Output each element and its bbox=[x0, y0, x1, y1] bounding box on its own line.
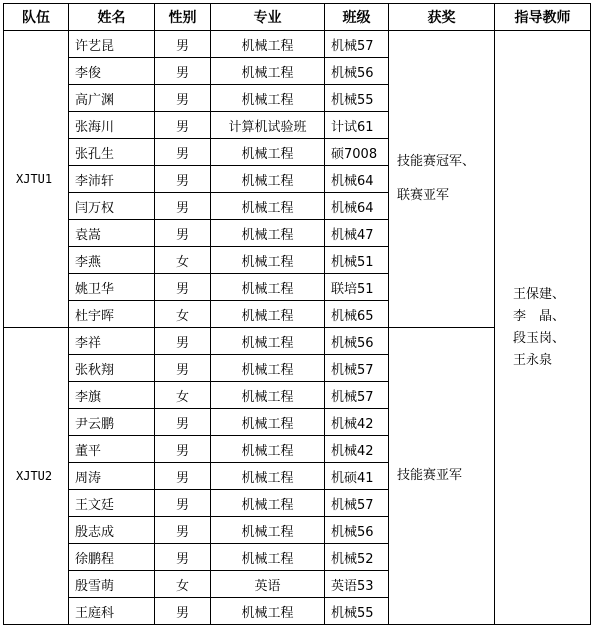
major-cell: 机械工程 bbox=[211, 58, 325, 85]
award-line: 联赛亚军 bbox=[397, 188, 450, 203]
gender-cell: 男 bbox=[155, 544, 211, 571]
header-team: 队伍 bbox=[4, 4, 69, 31]
team-name-cell: XJTU2 bbox=[4, 328, 69, 625]
member-name-cell: 尹云鹏 bbox=[69, 409, 155, 436]
gender-cell: 男 bbox=[155, 517, 211, 544]
major-cell: 机械工程 bbox=[211, 166, 325, 193]
gender-cell: 男 bbox=[155, 31, 211, 58]
class-cell: 机械64 bbox=[325, 166, 389, 193]
gender-cell: 男 bbox=[155, 274, 211, 301]
gender-cell: 女 bbox=[155, 571, 211, 598]
gender-cell: 男 bbox=[155, 409, 211, 436]
member-name-cell: 殷雪萌 bbox=[69, 571, 155, 598]
class-cell: 机械55 bbox=[325, 85, 389, 112]
member-name-cell: 姚卫华 bbox=[69, 274, 155, 301]
major-cell: 机械工程 bbox=[211, 220, 325, 247]
major-cell: 英语 bbox=[211, 571, 325, 598]
major-cell: 机械工程 bbox=[211, 139, 325, 166]
award-cell bbox=[389, 328, 495, 625]
team-roster-table bbox=[3, 3, 591, 625]
member-name-cell: 周涛 bbox=[69, 463, 155, 490]
class-cell: 英语53 bbox=[325, 571, 389, 598]
class-cell: 机械57 bbox=[325, 31, 389, 58]
member-name-cell: 殷志成 bbox=[69, 517, 155, 544]
header-major: 专业 bbox=[211, 4, 325, 31]
major-cell: 机械工程 bbox=[211, 274, 325, 301]
member-name-cell: 李沛轩 bbox=[69, 166, 155, 193]
class-cell: 机械57 bbox=[325, 490, 389, 517]
class-cell: 机械57 bbox=[325, 355, 389, 382]
major-cell: 计算机试验班 bbox=[211, 112, 325, 139]
gender-cell: 男 bbox=[155, 436, 211, 463]
team-name-cell: XJTU1 bbox=[4, 31, 69, 328]
major-cell: 机械工程 bbox=[211, 463, 325, 490]
header-class: 班级 bbox=[325, 4, 389, 31]
header-name: 姓名 bbox=[69, 4, 155, 31]
class-cell: 机械56 bbox=[325, 517, 389, 544]
member-name-cell: 李旗 bbox=[69, 382, 155, 409]
major-cell: 机械工程 bbox=[211, 409, 325, 436]
member-name-cell: 张孔生 bbox=[69, 139, 155, 166]
member-name-cell: 董平 bbox=[69, 436, 155, 463]
gender-cell: 女 bbox=[155, 247, 211, 274]
member-name-cell: 李俊 bbox=[69, 58, 155, 85]
gender-cell: 男 bbox=[155, 112, 211, 139]
class-cell: 联培51 bbox=[325, 274, 389, 301]
gender-cell: 男 bbox=[155, 490, 211, 517]
gender-cell: 男 bbox=[155, 166, 211, 193]
member-name-cell: 李祥 bbox=[69, 328, 155, 355]
member-name-cell: 闫万权 bbox=[69, 193, 155, 220]
class-cell: 机械42 bbox=[325, 409, 389, 436]
major-cell: 机械工程 bbox=[211, 328, 325, 355]
advisor-name: 段玉岗、 bbox=[513, 330, 566, 346]
major-cell: 机械工程 bbox=[211, 247, 325, 274]
gender-cell: 男 bbox=[155, 139, 211, 166]
advisor-name: 王保建、 bbox=[513, 286, 566, 302]
gender-cell: 男 bbox=[155, 355, 211, 382]
gender-cell: 男 bbox=[155, 58, 211, 85]
major-cell: 机械工程 bbox=[211, 436, 325, 463]
member-name-cell: 王文廷 bbox=[69, 490, 155, 517]
member-name-cell: 张海川 bbox=[69, 112, 155, 139]
class-cell: 机械56 bbox=[325, 328, 389, 355]
table-row bbox=[4, 31, 591, 58]
award-line: 技能赛亚军 bbox=[397, 468, 463, 483]
class-cell: 机械65 bbox=[325, 301, 389, 328]
advisor-cell bbox=[495, 31, 591, 625]
header-gender: 性别 bbox=[155, 4, 211, 31]
header-row bbox=[4, 4, 591, 31]
class-cell: 机械42 bbox=[325, 436, 389, 463]
header-award: 获奖 bbox=[389, 4, 495, 31]
member-name-cell: 徐鹏程 bbox=[69, 544, 155, 571]
gender-cell: 男 bbox=[155, 463, 211, 490]
award-cell bbox=[389, 31, 495, 328]
member-name-cell: 张秋翔 bbox=[69, 355, 155, 382]
class-cell: 机械56 bbox=[325, 58, 389, 85]
member-name-cell: 袁嵩 bbox=[69, 220, 155, 247]
member-name-cell: 许艺昆 bbox=[69, 31, 155, 58]
major-cell: 机械工程 bbox=[211, 490, 325, 517]
gender-cell: 女 bbox=[155, 301, 211, 328]
class-cell: 机械57 bbox=[325, 382, 389, 409]
class-cell: 机械47 bbox=[325, 220, 389, 247]
gender-cell: 男 bbox=[155, 220, 211, 247]
advisor-name: 李 晶、 bbox=[513, 308, 566, 324]
gender-cell: 男 bbox=[155, 328, 211, 355]
class-cell: 计试61 bbox=[325, 112, 389, 139]
major-cell: 机械工程 bbox=[211, 355, 325, 382]
gender-cell: 男 bbox=[155, 193, 211, 220]
major-cell: 机械工程 bbox=[211, 544, 325, 571]
advisor-name: 王永泉 bbox=[513, 352, 553, 368]
major-cell: 机械工程 bbox=[211, 85, 325, 112]
award-line: 技能赛冠军、 bbox=[397, 154, 476, 169]
major-cell: 机械工程 bbox=[211, 382, 325, 409]
class-cell: 机械51 bbox=[325, 247, 389, 274]
member-name-cell: 李燕 bbox=[69, 247, 155, 274]
gender-cell: 女 bbox=[155, 382, 211, 409]
major-cell: 机械工程 bbox=[211, 31, 325, 58]
class-cell: 机硕41 bbox=[325, 463, 389, 490]
class-cell: 机械55 bbox=[325, 598, 389, 625]
major-cell: 机械工程 bbox=[211, 193, 325, 220]
header-advisor: 指导教师 bbox=[495, 4, 591, 31]
major-cell: 机械工程 bbox=[211, 301, 325, 328]
gender-cell: 男 bbox=[155, 598, 211, 625]
member-name-cell: 王庭科 bbox=[69, 598, 155, 625]
class-cell: 硕7008 bbox=[325, 139, 389, 166]
member-name-cell: 高广渊 bbox=[69, 85, 155, 112]
member-name-cell: 杜宇晖 bbox=[69, 301, 155, 328]
gender-cell: 男 bbox=[155, 85, 211, 112]
major-cell: 机械工程 bbox=[211, 598, 325, 625]
class-cell: 机械52 bbox=[325, 544, 389, 571]
major-cell: 机械工程 bbox=[211, 517, 325, 544]
class-cell: 机械64 bbox=[325, 193, 389, 220]
